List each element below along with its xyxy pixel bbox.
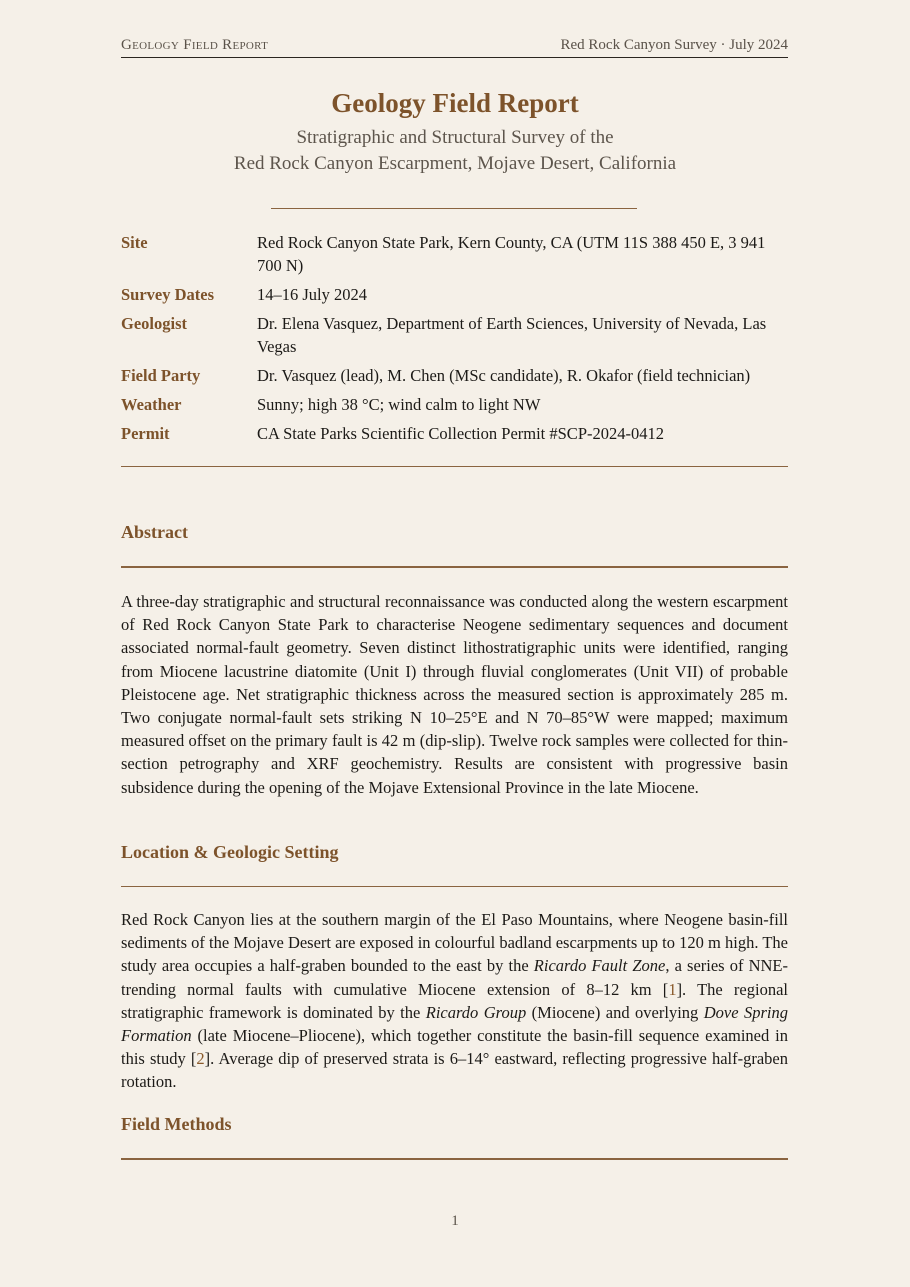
running-head <box>121 37 788 58</box>
metadata-table <box>121 231 788 451</box>
metadata-key: Weather <box>121 395 182 414</box>
subtitle-line-2: Red Rock Canyon Escarpment, Mojave Desert, California <box>233 153 677 174</box>
metadata-row-site <box>121 231 788 277</box>
emphasis-ricardo-group: Ricardo Group <box>425 1002 527 1022</box>
metadata-key: Field Party <box>121 366 201 385</box>
text-run: ]. The regional stratigraphic framework is dominated by the <box>121 979 788 1022</box>
abstract-paragraph: A three-day stratigraphic and structural reconnaissance was conducted along the western escarpment of Red Rock Canyon State Park to characterise Neogene sedimentary sequences and document associated normal-fault geometry. Seven distinct lithostratigraphic units were identified, ranging from Miocene lacustrine diatomite (Unit I) through fluvial conglomerates (Unit VII) of probable Pleistocene age. Net stratigraphic thickness across the measured section is approximately 285 m. Two conjugate normal-fault sets striking N 10–25°E and N 70–85°W were mapped; maximum measured offset on the primary fault is 42 m (dip-slip). Twelve rock samples were collected for thin-section petrography and XRF geochemistry. Results are consistent with progressive basin subsidence during the opening of the Mojave Extensional Province in the late Miocene. <box>121 592 788 797</box>
text-run: ]. Average dip of preserved strata is 6–14° eastward, reflecting progressive half-graben rotation. <box>121 1049 788 1092</box>
citation-link[interactable]: 1 <box>668 979 677 999</box>
metadata-row-survey-dates <box>121 283 788 306</box>
metadata-value: Red Rock Canyon State Park, Kern County, CA (UTM 11S 388 450 E, 3 941 700 N) <box>257 233 766 275</box>
text-run: , a series of NNE-trending normal faults with cumulative Miocene extension of 8–12 km [ <box>121 956 789 999</box>
section-rule <box>121 886 788 887</box>
metadata-value: CA State Parks Scientific Collection Permit #SCP-2024-0412 <box>257 424 664 443</box>
metadata-row-permit <box>121 422 788 445</box>
metadata-row-weather <box>121 393 788 416</box>
running-head-left: Geology Field Report <box>121 37 269 53</box>
location-paragraph <box>121 908 788 1094</box>
metadata-value: Dr. Elena Vasquez, Department of Earth Sciences, University of Nevada, Las Vegas <box>257 314 767 356</box>
text-run: (Miocene) and overlying <box>526 1002 704 1022</box>
citation-link[interactable]: 2 <box>196 1049 205 1069</box>
page-number: 1 <box>451 1213 459 1229</box>
metadata-row-field-party <box>121 364 788 387</box>
metadata-row-geologist <box>121 312 788 358</box>
metadata-key: Geologist <box>121 314 187 333</box>
metadata-key: Site <box>121 233 148 252</box>
metadata-divider <box>121 466 788 467</box>
section-rule <box>121 566 788 568</box>
emphasis-dove-spring-formation: Dove Spring Formation <box>121 1002 788 1046</box>
section-heading-abstract: Abstract <box>121 522 188 542</box>
title-divider <box>271 208 637 209</box>
document-title: Geology Field Report <box>331 88 579 118</box>
emphasis-ricardo-fault-zone: Ricardo Fault Zone <box>533 956 666 976</box>
metadata-key: Permit <box>121 424 170 443</box>
metadata-value: Sunny; high 38 °C; wind calm to light NW <box>257 395 541 414</box>
metadata-value: Dr. Vasquez (lead), M. Chen (MSc candidate), R. Okafor (field technician) <box>257 366 751 385</box>
text-run: Red Rock Canyon lies at the southern margin of the El Paso Mountains, where Neogene basin-fill sediments of the Mojave Desert are exposed in colourful badland escarpments up to 120 m high. The study area occupies a half-graben bounded to the east by the <box>121 910 788 976</box>
metadata-key: Survey Dates <box>121 285 215 304</box>
text-run: (late Miocene–Pliocene), which together constitute the basin-fill sequence examined in this study [ <box>121 1026 788 1069</box>
running-head-right: Red Rock Canyon Survey · July 2024 <box>560 37 788 53</box>
section-rule <box>121 1158 788 1160</box>
subtitle-line-1: Stratigraphic and Structural Survey of the <box>296 127 614 148</box>
metadata-value: 14–16 July 2024 <box>257 285 368 304</box>
section-heading-location: Location & Geologic Setting <box>121 842 339 862</box>
section-heading-methods: Field Methods <box>121 1114 232 1134</box>
